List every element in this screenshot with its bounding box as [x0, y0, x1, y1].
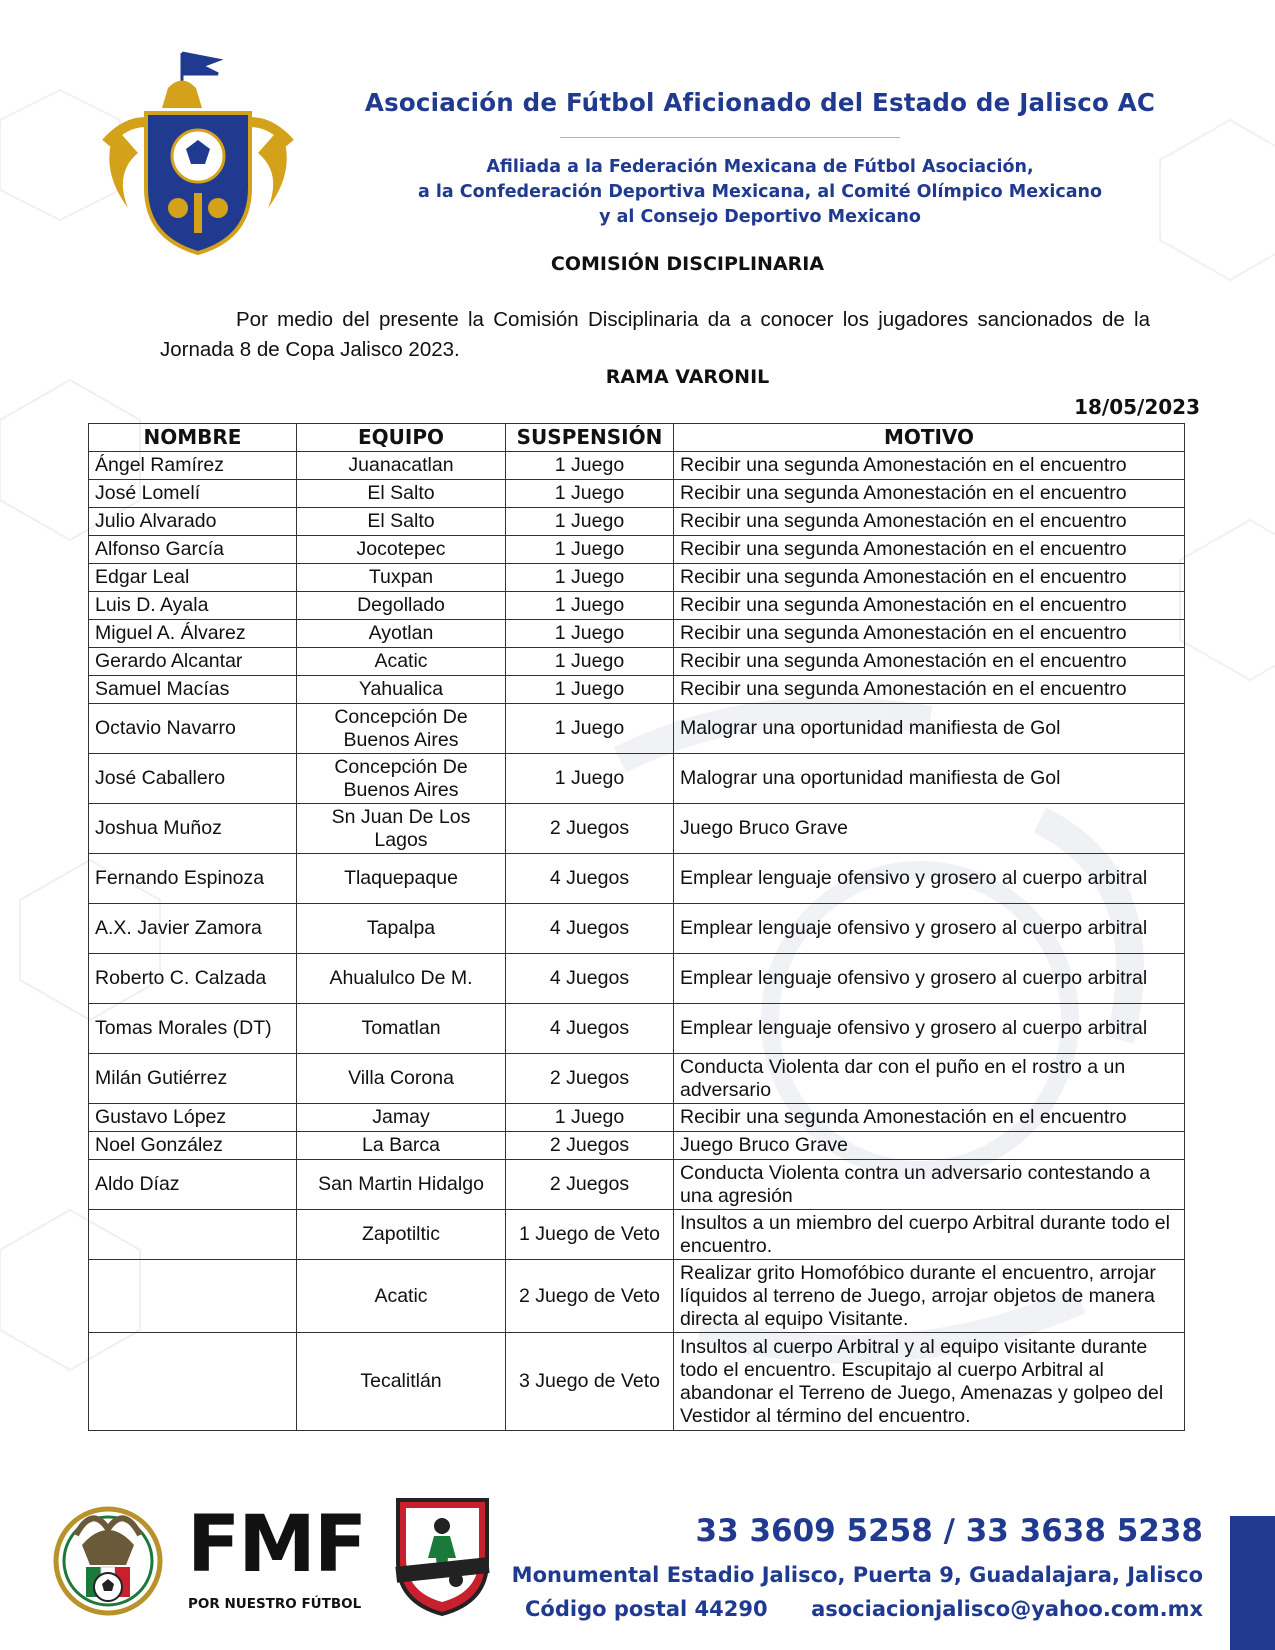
- cell-reason: Recibir una segunda Amonestación en el encuentro: [674, 648, 1185, 676]
- cell-name: Ángel Ramírez: [89, 452, 297, 480]
- cell-team: Acatic: [297, 648, 506, 676]
- cell-name: Miguel A. Álvarez: [89, 620, 297, 648]
- table-row: [89, 480, 1185, 508]
- table-row: [89, 804, 1185, 854]
- affiliation-line-1: Afiliada a la Federación Mexicana de Fútbol Asociación,: [486, 157, 1034, 177]
- cell-suspension: 2 Juegos: [506, 804, 674, 854]
- cell-suspension: 1 Juego de Veto: [506, 1210, 674, 1260]
- cell-team: La Barca: [297, 1132, 506, 1160]
- cell-suspension: 1 Juego: [506, 452, 674, 480]
- affiliation-line-3: y al Consejo Deportivo Mexicano: [599, 207, 921, 227]
- cell-suspension: 1 Juego: [506, 676, 674, 704]
- cell-team: Tapalpa: [297, 904, 506, 954]
- cell-reason: Insultos a un miembro del cuerpo Arbitral durante todo el encuentro.: [674, 1210, 1185, 1260]
- cell-team: Yahualica: [297, 676, 506, 704]
- cell-suspension: 3 Juego de Veto: [506, 1333, 674, 1431]
- cell-reason: Recibir una segunda Amonestación en el encuentro: [674, 564, 1185, 592]
- contact-email: asociacionjalisco@yahoo.com.mx: [811, 1597, 1203, 1621]
- cell-team: Ahualulco De M.: [297, 954, 506, 1004]
- cell-team: El Salto: [297, 508, 506, 536]
- cell-suspension: 4 Juegos: [506, 854, 674, 904]
- cell-team: Concepción De Buenos Aires: [297, 754, 506, 804]
- table-row: [89, 1104, 1185, 1132]
- contact-address: Monumental Estadio Jalisco, Puerta 9, Guadalajara, Jalisco: [511, 1563, 1203, 1587]
- header-reason: MOTIVO: [674, 424, 1185, 452]
- cell-name: Edgar Leal: [89, 564, 297, 592]
- cell-reason: Recibir una segunda Amonestación en el encuentro: [674, 676, 1185, 704]
- cell-name: Fernando Espinoza: [89, 854, 297, 904]
- cell-name: José Caballero: [89, 754, 297, 804]
- cell-name: [89, 1260, 297, 1333]
- table-row: [89, 954, 1185, 1004]
- table-row: [89, 1260, 1185, 1333]
- table-header-row: [89, 424, 1185, 452]
- cell-suspension: 2 Juegos: [506, 1054, 674, 1104]
- cell-suspension: 1 Juego: [506, 620, 674, 648]
- cell-suspension: 4 Juegos: [506, 1004, 674, 1054]
- cell-reason: Malograr una oportunidad manifiesta de Gol: [674, 754, 1185, 804]
- contact-postal-code: Código postal 44290: [525, 1597, 768, 1621]
- cell-team: Tecalitlán: [297, 1333, 506, 1431]
- cell-suspension: 4 Juegos: [506, 904, 674, 954]
- cell-suspension: 1 Juego: [506, 1104, 674, 1132]
- header-divider: [560, 137, 900, 138]
- cell-name: [89, 1333, 297, 1431]
- cell-name: Octavio Navarro: [89, 704, 297, 754]
- fmf-slogan: POR NUESTRO FÚTBOL: [188, 1596, 362, 1612]
- branch-title: RAMA VARONIL: [605, 366, 770, 388]
- cell-reason: Conducta Violenta contra un adversario contestando a una agresión: [674, 1160, 1185, 1210]
- cell-reason: Conducta Violenta dar con el puño en el rostro a un adversario: [674, 1054, 1185, 1104]
- table-row: [89, 1210, 1185, 1260]
- table-row: [89, 620, 1185, 648]
- cell-reason: Recibir una segunda Amonestación en el encuentro: [674, 592, 1185, 620]
- cell-team: Degollado: [297, 592, 506, 620]
- intro-paragraph: Por medio del presente la Comisión Disciplinaria da a conocer los jugadores sancionados de la Jornada 8 de Copa Jalisco 2023.: [160, 308, 1150, 361]
- cell-reason: Malograr una oportunidad manifiesta de Gol: [674, 704, 1185, 754]
- cell-suspension: 2 Juegos: [506, 1160, 674, 1210]
- cell-reason: Recibir una segunda Amonestación en el encuentro: [674, 620, 1185, 648]
- table-row: [89, 1333, 1185, 1431]
- cell-name: A.X. Javier Zamora: [89, 904, 297, 954]
- cell-reason: Juego Bruco Grave: [674, 1132, 1185, 1160]
- cell-team: Acatic: [297, 1260, 506, 1333]
- header-name: NOMBRE: [89, 424, 297, 452]
- cell-reason: Recibir una segunda Amonestación en el encuentro: [674, 1104, 1185, 1132]
- jalisco-crest-icon: [98, 48, 298, 263]
- sector-amateur-badge-icon: [390, 1492, 495, 1617]
- cell-name: Alfonso García: [89, 536, 297, 564]
- cell-suspension: 1 Juego: [506, 648, 674, 676]
- cell-name: José Lomelí: [89, 480, 297, 508]
- cell-reason: Recibir una segunda Amonestación en el encuentro: [674, 452, 1185, 480]
- fmf-logo-text: FMF: [187, 1500, 366, 1590]
- cell-reason: Insultos al cuerpo Arbitral y al equipo visitante durante todo el encuentro. Escupitajo al cuerpo Arbitral al abandonar el Terreno de Juego, Amenazas y golpeo del Vestidor al término del encuentro.: [674, 1333, 1185, 1431]
- table-row: [89, 1160, 1185, 1210]
- table-row: [89, 592, 1185, 620]
- cell-team: El Salto: [297, 480, 506, 508]
- cell-name: Milán Gutiérrez: [89, 1054, 297, 1104]
- cell-suspension: 1 Juego: [506, 480, 674, 508]
- table-row: [89, 536, 1185, 564]
- cell-name: Luis D. Ayala: [89, 592, 297, 620]
- cell-reason: Emplear lenguaje ofensivo y grosero al cuerpo arbitral: [674, 854, 1185, 904]
- cell-team: Juanacatlan: [297, 452, 506, 480]
- organization-name: Asociación de Fútbol Aficionado del Estado de Jalisco AC: [364, 88, 1156, 117]
- table-row: [89, 1132, 1185, 1160]
- cell-name: [89, 1210, 297, 1260]
- table-row: [89, 648, 1185, 676]
- cell-name: Gerardo Alcantar: [89, 648, 297, 676]
- table-row: [89, 676, 1185, 704]
- cell-team: Sn Juan De Los Lagos: [297, 804, 506, 854]
- cell-suspension: 1 Juego: [506, 754, 674, 804]
- cell-team: San Martin Hidalgo: [297, 1160, 506, 1210]
- cell-name: Noel González: [89, 1132, 297, 1160]
- cell-reason: Emplear lenguaje ofensivo y grosero al cuerpo arbitral: [674, 904, 1185, 954]
- cell-reason: Emplear lenguaje ofensivo y grosero al cuerpo arbitral: [674, 954, 1185, 1004]
- cell-suspension: 1 Juego: [506, 704, 674, 754]
- commission-title: COMISIÓN DISCIPLINARIA: [550, 253, 825, 275]
- cell-suspension: 2 Juego de Veto: [506, 1260, 674, 1333]
- cell-team: Tlaquepaque: [297, 854, 506, 904]
- cell-reason: Recibir una segunda Amonestación en el encuentro: [674, 480, 1185, 508]
- table-row: [89, 508, 1185, 536]
- cell-suspension: 2 Juegos: [506, 1132, 674, 1160]
- contact-phones: 33 3609 5258 / 33 3638 5238: [695, 1513, 1203, 1549]
- cell-name: Aldo Díaz: [89, 1160, 297, 1210]
- cell-team: Concepción De Buenos Aires: [297, 704, 506, 754]
- cell-name: Roberto C. Calzada: [89, 954, 297, 1004]
- cell-name: Tomas Morales (DT): [89, 1004, 297, 1054]
- table-row: [89, 1004, 1185, 1054]
- affiliation-line-2: a la Confederación Deportiva Mexicana, al Comité Olímpico Mexicano: [417, 182, 1103, 202]
- cell-team: Jamay: [297, 1104, 506, 1132]
- header-suspension: SUSPENSIÓN: [506, 424, 674, 452]
- cell-name: Julio Alvarado: [89, 508, 297, 536]
- cell-reason: Juego Bruco Grave: [674, 804, 1185, 854]
- cell-reason: Recibir una segunda Amonestación en el encuentro: [674, 508, 1185, 536]
- cell-suspension: 4 Juegos: [506, 954, 674, 1004]
- cell-suspension: 1 Juego: [506, 508, 674, 536]
- table-row: [89, 564, 1185, 592]
- cell-team: Tomatlan: [297, 1004, 506, 1054]
- cell-team: Villa Corona: [297, 1054, 506, 1104]
- footer-side-bar: [1230, 1516, 1275, 1650]
- table-row: [89, 754, 1185, 804]
- cell-team: Ayotlan: [297, 620, 506, 648]
- cell-name: Gustavo López: [89, 1104, 297, 1132]
- cell-name: Samuel Macías: [89, 676, 297, 704]
- cell-reason: Emplear lenguaje ofensivo y grosero al cuerpo arbitral: [674, 1004, 1185, 1054]
- cell-name: Joshua Muñoz: [89, 804, 297, 854]
- cell-team: Jocotepec: [297, 536, 506, 564]
- header-team: EQUIPO: [297, 424, 506, 452]
- document-date: 18/05/2023: [1074, 395, 1200, 419]
- table-row: [89, 904, 1185, 954]
- table-row: [89, 1054, 1185, 1104]
- table-row: [89, 854, 1185, 904]
- cell-suspension: 1 Juego: [506, 592, 674, 620]
- cell-suspension: 1 Juego: [506, 536, 674, 564]
- cell-team: Tuxpan: [297, 564, 506, 592]
- table-row: [89, 704, 1185, 754]
- cell-team: Zapotiltic: [297, 1210, 506, 1260]
- table-row: [89, 452, 1185, 480]
- fmf-seal-icon: [52, 1495, 164, 1620]
- cell-reason: Realizar grito Homofóbico durante el encuentro, arrojar líquidos al terreno de Juego, arrojar objetos de manera directa al equipo Visitante.: [674, 1260, 1185, 1333]
- sanctions-table: [88, 423, 1185, 1431]
- cell-reason: Recibir una segunda Amonestación en el encuentro: [674, 536, 1185, 564]
- cell-suspension: 1 Juego: [506, 564, 674, 592]
